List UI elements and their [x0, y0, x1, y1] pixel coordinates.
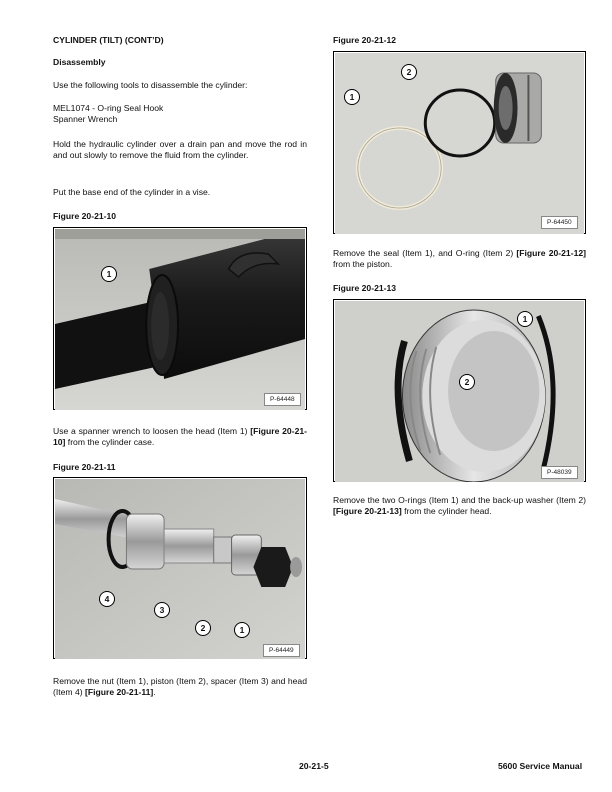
figure-20-21-13: [333, 299, 586, 482]
figure-caption: Figure 20-21-11: [53, 462, 116, 472]
figure-caption: Figure 20-21-13: [333, 283, 397, 293]
manual-title: 5600 Service Manual: [498, 761, 583, 771]
figure-reference: [Figure 20-21-10]: [53, 426, 307, 448]
figure-caption: Figure 20-21-12: [333, 35, 397, 45]
tools-intro: Use the following tools to disassemble the cylinder:: [53, 80, 248, 90]
step-drain-text: Hold the hydraulic cylinder over a drain pan and move the rod in and out slowly to remove the fluid from the cylinder.: [53, 139, 307, 161]
figure-20-21-10: [53, 227, 307, 410]
photo-id-label: P-64450: [541, 216, 578, 229]
callout-2: 2: [401, 64, 417, 80]
callout-3: 3: [154, 602, 170, 618]
figure-caption: Figure 20-21-10: [53, 211, 117, 221]
step-spanner-text: Use a spanner wrench to loosen the head (Item 1) [Figure 20-21-10] from the cylinder case.: [53, 426, 307, 448]
subheading-disassembly: Disassembly: [53, 57, 106, 67]
callout-2: 2: [195, 620, 211, 636]
callout-1: 1: [344, 89, 360, 105]
figure-reference: [Figure 20-21-12]: [516, 248, 586, 258]
page-number: 20-21-5: [299, 761, 329, 771]
step-vise-text: Put the base end of the cylinder in a vise.: [53, 187, 211, 197]
tool-item: MEL1074 - O-ring Seal Hook: [53, 103, 164, 113]
callout-1: 1: [101, 266, 117, 282]
callout-1: 1: [517, 311, 533, 327]
section-heading: CYLINDER (TILT) (CONT’D): [53, 35, 164, 45]
figure-20-21-11: [53, 477, 307, 659]
step-nut-text: Remove the nut (Item 1), piston (Item 2), spacer (Item 3) and head (Item 4) [Figure 20-21-11].: [53, 676, 307, 698]
tool-item: Spanner Wrench: [53, 114, 118, 125]
photo-id-label: P-48039: [541, 466, 578, 479]
photo-id-label: P-64448: [264, 393, 301, 406]
photo-cylinder-head-orings: [335, 301, 584, 482]
figure-reference: [Figure 20-21-13]: [333, 506, 402, 517]
photo-rod-assembly: [55, 479, 305, 659]
step-orings-text: Remove the two O-rings (Item 1) and the back-up washer (Item 2) [Figure 20-21-13] from the cylinder head.: [333, 495, 586, 517]
callout-1: 1: [234, 622, 250, 638]
photo-id-label: P-64449: [263, 644, 300, 657]
step-seal-text: Remove the seal (Item 1), and O-ring (Item 2) [Figure 20-21-12] from the piston.: [333, 248, 586, 270]
photo-piston-seals: [335, 53, 584, 234]
callout-2: 2: [459, 374, 475, 390]
callout-4: 4: [99, 591, 115, 607]
figure-20-21-12: [333, 51, 586, 234]
photo-cylinder-head: [55, 229, 305, 410]
figure-reference: [Figure 20-21-11]: [85, 687, 154, 698]
tools-list: [53, 103, 307, 126]
